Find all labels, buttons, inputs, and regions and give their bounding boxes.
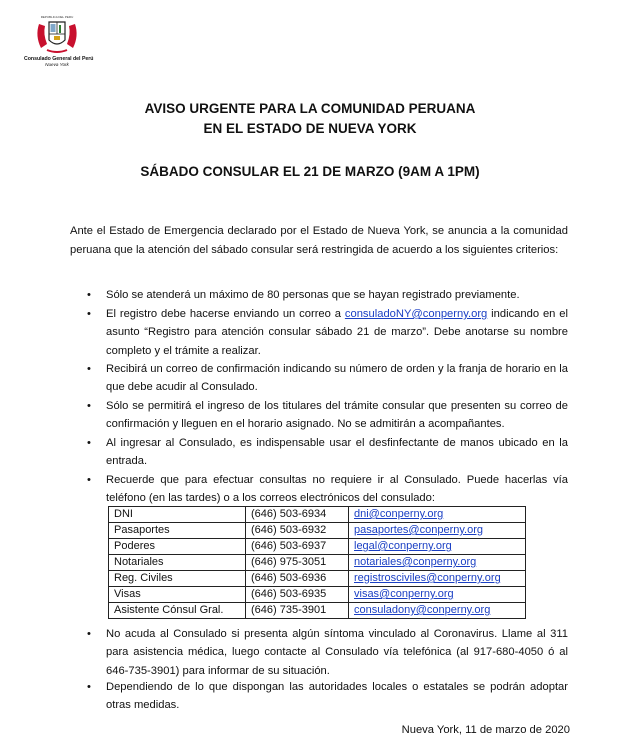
bullet-5: • Al ingresar al Consulado, es indispensable usar el desfinfectante de manos ubicado en la entrada. — [106, 434, 568, 471]
title-line2: EN EL ESTADO DE NUEVA YORK — [203, 121, 417, 136]
contact-name-cell: Notariales — [109, 555, 246, 571]
intro-paragraph: Ante el Estado de Emergencia declarado por el Estado de Nueva York, se anuncia a la comunidad peruana que la atención del sábado consular será restringida de acuerdo a los siguientes criterios: — [70, 225, 568, 256]
contact-email-cell — [349, 539, 526, 555]
contact-phone-cell: (646) 503-6937 — [246, 539, 349, 555]
contact-name-cell: Pasaportes — [109, 523, 246, 539]
contact-email-link[interactable]: registrosciviles@conperny.org — [354, 572, 501, 584]
contact-name-cell: Asistente Cónsul Gral. — [109, 603, 246, 619]
contact-name-cell: Reg. Civiles — [109, 571, 246, 587]
contact-phone-cell: (646) 975-3051 — [246, 555, 349, 571]
bullet-2-post: indicando en el asunto “Registro para atención consular sábado 21 de marzo”. Debe anotarse su nombre completo y el trámite a realizar. — [106, 308, 568, 357]
contact-phone-cell: (646) 503-6932 — [246, 523, 349, 539]
contact-email-link[interactable]: dni@conperny.org — [354, 508, 444, 520]
contact-email-cell — [349, 523, 526, 539]
contact-name-cell: Visas — [109, 587, 246, 603]
contact-name-cell: Poderes — [109, 539, 246, 555]
contacts-table — [108, 506, 526, 619]
table-row — [109, 571, 526, 587]
contact-email-cell — [349, 555, 526, 571]
registration-email-link[interactable]: consuladoNY@conperny.org — [344, 308, 488, 320]
seal-top-text: REPUBLICA DEL PERU — [40, 15, 74, 19]
contact-email-link[interactable]: pasaportes@conperny.org — [354, 524, 483, 536]
consulate-logo — [24, 14, 94, 67]
table-row — [109, 539, 526, 555]
bullet-2-pre: El registro debe hacerse enviando un correo a — [106, 308, 345, 320]
coat-of-arms-icon — [33, 14, 81, 54]
bullet-4: • Sólo se permitirá el ingreso de los titulares del trámite consular que presenten su correo de confirmación y lleguen en el horario asignado. No se admitirán a acompañantes. — [106, 397, 568, 434]
title-line1: AVISO URGENTE PARA LA COMUNIDAD PERUANA — [144, 101, 476, 116]
contact-name-cell: DNI — [109, 507, 246, 523]
table-row — [109, 555, 526, 571]
bullet-3: • Recibirá un correo de confirmación indicando su número de orden y la franja de horario en la que debe acudir al Consulado. — [106, 360, 568, 397]
contact-email-link[interactable]: legal@conperny.org — [354, 540, 452, 552]
bullet-1: • Sólo se atenderá un máximo de 80 personas que se hayan registrado previamente. — [106, 286, 568, 304]
contact-phone-cell: (646) 503-6934 — [246, 507, 349, 523]
contact-phone-cell: (646) 735-3901 — [246, 603, 349, 619]
table-row — [109, 603, 526, 619]
contact-email-cell — [349, 587, 526, 603]
contact-email-cell — [349, 507, 526, 523]
footer-date: Nueva York, 11 de marzo de 2020 — [401, 724, 570, 736]
logo-line2: Nueva York — [45, 62, 69, 67]
logo-line1: Consulado General del Perú — [24, 56, 94, 62]
table-row — [109, 587, 526, 603]
bullet-6: • Recuerde que para efectuar consultas no requiere ir al Consulado. Puede hacerlas vía teléfono (en las tardes) o a los correos electrónicos del consulado: — [106, 471, 568, 508]
contact-email-cell — [349, 603, 526, 619]
contact-email-link[interactable]: notariales@conperny.org — [354, 556, 477, 568]
contact-phone-cell: (646) 503-6935 — [246, 587, 349, 603]
table-row — [109, 507, 526, 523]
bullet-7: • No acuda al Consulado si presenta algún síntoma vinculado al Coronavirus. Llame al 311 para asistencia médica, luego contacte al Consulado vía telefónica (al 917-680-4050 ó al 646-735-3901) para informar de su situación. — [106, 625, 568, 680]
contact-email-cell — [349, 571, 526, 587]
table-row — [109, 523, 526, 539]
bullet-8: • Dependiendo de lo que dispongan las autoridades locales o estatales se podrán adoptar otras medidas. — [106, 678, 568, 715]
bullet-2 — [106, 305, 568, 360]
subtitle: SÁBADO CONSULAR EL 21 DE MARZO (9AM A 1PM) — [140, 164, 480, 179]
contact-email-link[interactable]: consuladony@conperny.org — [354, 604, 491, 616]
contact-phone-cell: (646) 503-6936 — [246, 571, 349, 587]
contact-email-link[interactable]: visas@conperny.org — [354, 588, 454, 600]
